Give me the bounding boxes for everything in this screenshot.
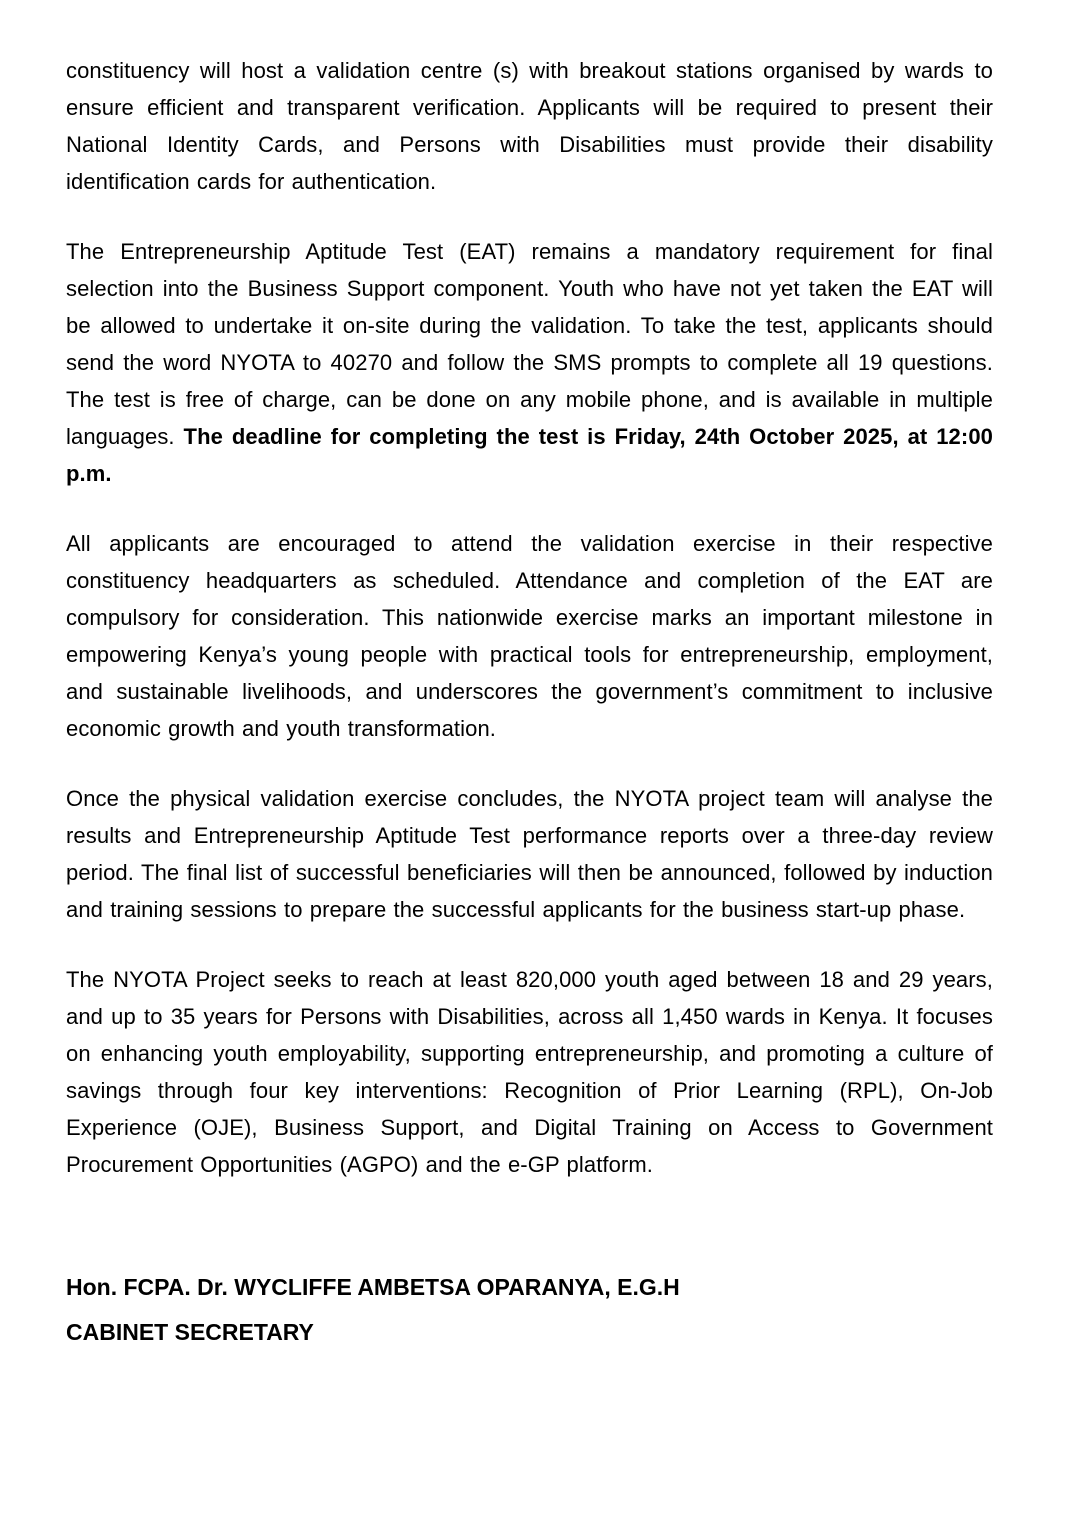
deadline-bold-text: The deadline for completing the test is Friday, 24th October 2025, at 12:00 p.m. bbox=[66, 424, 993, 486]
paragraph-text: The Entrepreneurship Aptitude Test (EAT) remains a mandatory requirement for final selection into the Business Support component. Youth who have not yet taken the EAT will be allowed to undertake it on-site during the validation. To take the test, applicants should send the word NYOTA to 40270 and follow the SMS prompts to complete all 19 questions. The test is free of charge, can be done on any mobile phone, and is available in multiple languages. bbox=[66, 239, 993, 449]
signature-block bbox=[66, 1265, 993, 1355]
paragraph-eat-requirement bbox=[66, 233, 993, 492]
paragraph-nyota-overview bbox=[66, 961, 993, 1183]
signatory-title: CABINET SECRETARY bbox=[66, 1319, 314, 1345]
paragraph-text: The NYOTA Project seeks to reach at least 820,000 youth aged between 18 and 29 years, and up to 35 years for Persons with Disabilities, across all 1,450 wards in Kenya. It focuses on enhancing youth employability, supporting entrepreneurship, and promoting a culture of savings through four key interventions: Recognition of Prior Learning (RPL), On-Job Experience (OJE), Business Support, and Digital Training on Access to Government Procurement Opportunities (AGPO) and the e-GP platform. bbox=[66, 967, 993, 1177]
paragraph-post-validation bbox=[66, 780, 993, 928]
paragraph-validation-centres bbox=[66, 52, 993, 200]
paragraph-text: constituency will host a validation centre (s) with breakout stations organised by wards to ensure efficient and transparent verification. Applicants will be required to present their National Identity Cards, and Persons with Disabilities must provide their disability identification cards for authentication. bbox=[66, 58, 993, 194]
paragraph-text: All applicants are encouraged to attend the validation exercise in their respective constituency headquarters as scheduled. Attendance and completion of the EAT are compulsory for consideration. This nationwide exercise marks an important milestone in empowering Kenya’s young people with practical tools for entrepreneurship, employment, and sustainable livelihoods, and underscores the government’s commitment to inclusive economic growth and youth transformation. bbox=[66, 531, 993, 741]
paragraph-attendance bbox=[66, 525, 993, 747]
paragraph-text: Once the physical validation exercise concludes, the NYOTA project team will analyse the results and Entrepreneurship Aptitude Test performance reports over a three-day review period. The final list of successful beneficiaries will then be announced, followed by induction and training sessions to prepare the successful applicants for the business start-up phase. bbox=[66, 786, 993, 922]
signatory-name: Hon. FCPA. Dr. WYCLIFFE AMBETSA OPARANYA, E.G.H bbox=[66, 1274, 680, 1300]
